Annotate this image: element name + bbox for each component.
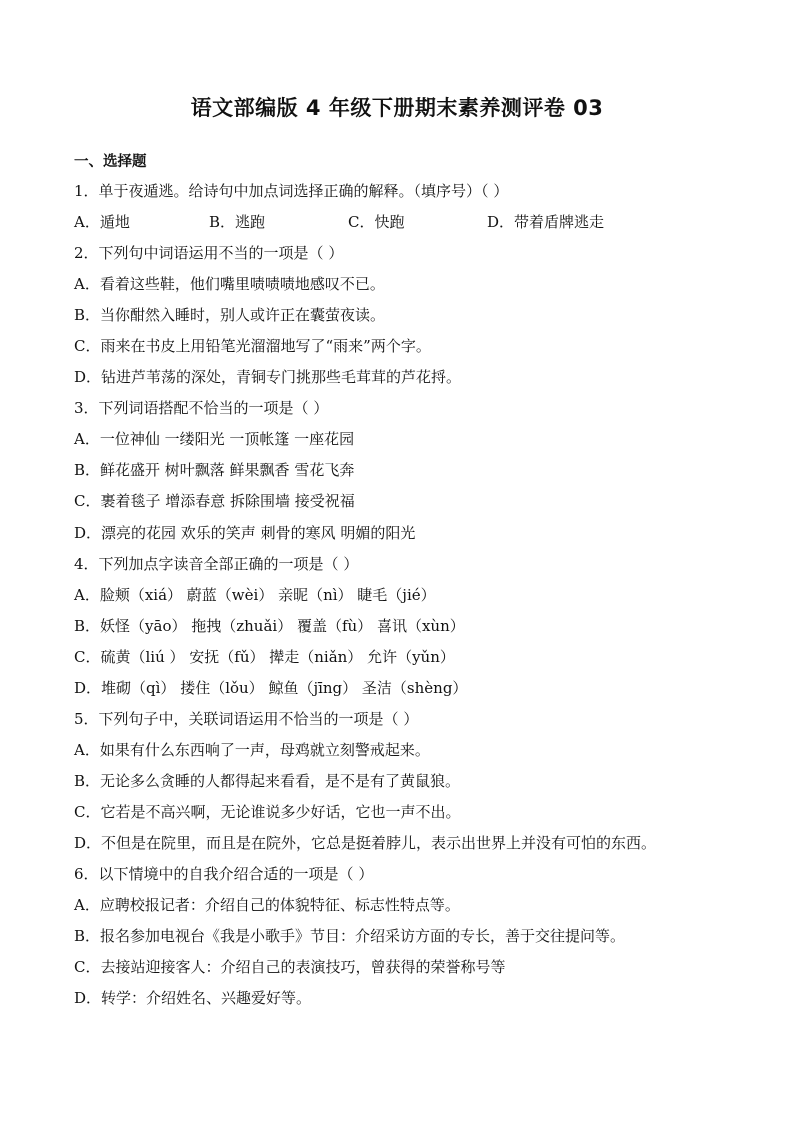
option-d: D．带着盾牌逃走 [487, 213, 605, 232]
question-5-option-b: B．无论多么贪睡的人都得起来看看，是不是有了黄鼠狼。 [74, 771, 461, 790]
question-3-stem: 3．下列词语搭配不恰当的一项是（ ） [74, 399, 329, 418]
question-5-stem: 5．下列句子中，关联词语运用不恰当的一项是（ ） [74, 709, 419, 728]
question-1-options [74, 207, 724, 238]
option-a: A．遁地 [74, 213, 130, 232]
question-4-option-c: C．硫黄（liú ） 安抚（fǔ） 撵走（niǎn） 允许（yǔn） [74, 647, 455, 666]
question-5-option-d: D．不但是在院里，而且是在院外，它总是挺着脖儿，表示出世界上并没有可怕的东西。 [74, 833, 657, 852]
question-1-stem: 1．单于夜遁逃。给诗句中加点词选择正确的解释。（填序号）（ ） [74, 182, 509, 200]
question-6-option-a: A．应聘校报记者：介绍自己的体貌特征、标志性特点等。 [74, 896, 460, 915]
question-6-stem: 6．以下情境中的自我介绍合适的一项是（ ） [74, 865, 374, 884]
question-2-option-c: C．雨来在书皮上用铅笔光溜溜地写了“雨来”两个字。 [74, 337, 431, 356]
question-3-option-a: A．一位神仙 一缕阳光 一顶帐篷 一座花园 [74, 430, 355, 449]
option-c: C．快跑 [348, 213, 405, 232]
question-4-option-b: B．妖怪（yāo） 拖拽（zhuǎi） 覆盖（fù） 喜讯（xùn） [74, 616, 465, 635]
question-2-option-b: B．当你酣然入睡时，别人或许正在囊萤夜读。 [74, 306, 386, 325]
section-heading: 一、选择题 [74, 154, 147, 170]
question-6-option-b: B．报名参加电视台《我是小歌手》节目：介绍采访方面的专长，善于交往提问等。 [74, 927, 626, 946]
question-6-option-c: C．去接站迎接客人：介绍自己的表演技巧，曾获得的荣誉称号等 [74, 958, 506, 977]
question-4-option-d: D．堆砌（qì） 搂住（lǒu） 鲸鱼（jīng） 圣洁（shèng） [74, 678, 468, 697]
question-list [74, 176, 724, 1014]
option-b: B．逃跑 [209, 213, 266, 232]
question-3-option-b: B．鲜花盛开 树叶飘落 鲜果飘香 雪花飞奔 [74, 461, 355, 480]
question-4-stem: 4．下列加点字读音全部正确的一项是（ ） [74, 554, 359, 573]
page-title: 语文部编版 4 年级下册期末素养测评卷 03 [190, 96, 604, 120]
question-2-option-d: D．钻进芦苇荡的深处，青铜专门挑那些毛茸茸的芦花捋。 [74, 368, 462, 387]
question-6-option-d: D．转学：介绍姓名、兴趣爱好等。 [74, 989, 312, 1008]
question-4-option-a: A．脸颊（xiá） 蔚蓝（wèi） 亲昵（nì） 睫毛（jié） [74, 585, 436, 604]
question-3-option-d: D．漂亮的花园 欢乐的笑声 刺骨的寒风 明媚的阳光 [74, 523, 416, 542]
question-5-option-c: C．它若是不高兴啊，无论谁说多少好话，它也一声不出。 [74, 802, 461, 821]
question-2-stem: 2．下列句中词语运用不当的一项是（ ） [74, 244, 344, 263]
question-2-option-a: A．看着这些鞋，他们嘴里啧啧啧地感叹不已。 [74, 275, 385, 294]
question-3-option-c: C．裹着毯子 增添春意 拆除围墙 接受祝福 [74, 492, 355, 511]
question-5-option-a: A．如果有什么东西响了一声，母鸡就立刻警戒起来。 [74, 740, 430, 759]
